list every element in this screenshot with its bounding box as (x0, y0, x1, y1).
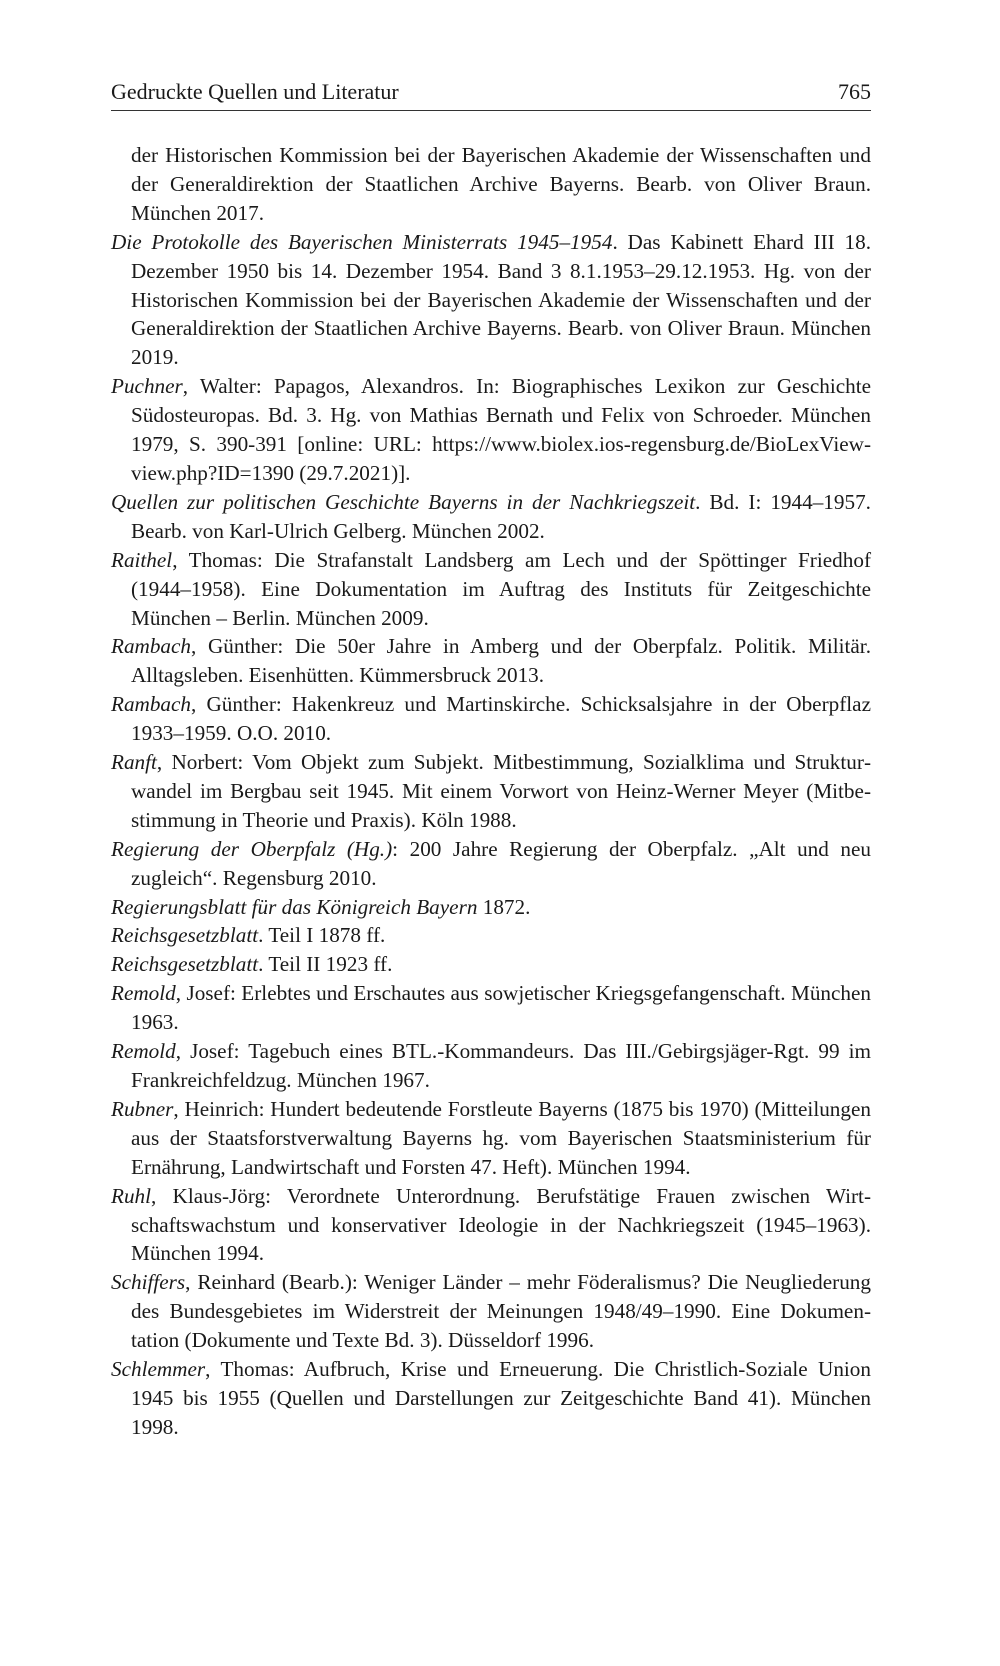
entry-lead: Regierung der Oberpfalz (Hg.) (111, 836, 393, 861)
entry-lead: Reichsgesetzblatt (111, 952, 259, 977)
entry-text: : 200 Jahre Regierung der Oberpfalz. „Alt und neu zugleich“. Regensburg 2010. (131, 836, 871, 890)
entry-lead: Rambach (111, 634, 192, 659)
section-title: Gedruckte Quellen und Literatur (111, 79, 399, 104)
bibliography-entry (111, 835, 871, 893)
bibliography-entry (111, 632, 871, 690)
entry-lead: Ranft (111, 750, 157, 775)
entry-text: , Günther: Hakenkreuz und Martinskirche. Schicksalsjahre in der Oberpflaz 1933–1959. O.O. 2010. (131, 692, 871, 746)
entry-lead: Regierungsblatt für das Königreich Bayern (111, 894, 478, 919)
bibliography-entry (111, 228, 871, 373)
bibliography-entry (111, 546, 871, 633)
bibliography-entry (111, 372, 871, 488)
bibliography-entry (111, 141, 871, 228)
entry-text: . Bd. I: 1944–1957. Bearb. von Karl-Ulrich Gelberg. München 2002. (131, 489, 871, 543)
bibliography-entry (111, 1037, 871, 1095)
entry-lead: Reichsgesetzblatt (111, 923, 259, 948)
entry-text: 1872. (477, 894, 531, 919)
bibliography-entry (111, 690, 871, 748)
entry-text: , Walter: Papagos, Alexandros. In: Biographisches Lexikon zur Geschichte Südosteuropas. Bd. 3. Hg. von Mathias Bernath und Felix von Schroeder. München 1979, S. 390-391 [online: URL: https://www.biolex.ios-regensburg.de/BioLexViewview.php?ID=1390 (29.7.2021)]. (131, 374, 871, 485)
entry-lead: Rubner (111, 1096, 174, 1121)
bibliography-entry (111, 979, 871, 1037)
entry-text: . Das Kabinett Ehard III 18. Dezember 1950 bis 14. Dezember 1954. Band 3 8.1.1953–29.12.1953. Hg. von der Historischen Kommission bei der Bayerischen Akademie der Wissenschaften und der Generaldirektion der Staatlichen Archive Bayerns. Bearb. von Oliver Braun. München 2019. (131, 229, 871, 370)
entry-text: der Historischen Kommission bei der Bayerischen Akademie der Wissenschaften und der Generaldirektion der Staatlichen Archive Bayerns. Bearb. von Oliver Braun. München 2017. (131, 143, 871, 225)
entry-lead: Remold (111, 981, 176, 1006)
entry-lead: Schlemmer (111, 1357, 206, 1382)
bibliography-entry (111, 950, 871, 979)
bibliography-entry (111, 488, 871, 546)
entry-lead: Puchner (111, 374, 183, 399)
bibliography-entry (111, 893, 871, 922)
entry-lead: Schiffers (111, 1270, 186, 1295)
entry-text: , Josef: Tagebuch eines BTL.-Kommandeurs. Das III./Gebirgsjäger-Rgt. 99 im Frankreichfeldzug. München 1967. (131, 1039, 871, 1092)
entry-text: , Günther: Die 50er Jahre in Amberg und der Oberpfalz. Politik. Militär. Alltagsleben. Eisenhütten. Kümmersbruck 2013. (131, 634, 871, 688)
entry-text: , Josef: Erlebtes und Erschautes aus sowjetischer Kriegsgefangenschaft. München 1963. (131, 981, 871, 1035)
bibliography-entry (111, 1182, 871, 1269)
entry-text: , Norbert: Vom Objekt zum Subjekt. Mitbestimmung, Sozialklima und Strukturwandel im Bergbau seit 1945. Mit einem Vorwort von Heinz-Werner Meyer (Mitbestimmung in Theorie und Praxis). Köln 1988. (131, 750, 871, 832)
bibliography-entry (111, 1268, 871, 1355)
entry-text: , Thomas: Die Strafanstalt Landsberg am Lech und der Spöttinger Friedhof (1944–1958). Eine Dokumentation im Auftrag des Instituts für Zeitgeschichte München – Berlin. München 2009. (131, 547, 871, 630)
entry-text: , Klaus-Jörg: Verordnete Unterordnung. Berufstätige Frauen zwischen Wirtschaftswachstum und konservativer Ideologie in der Nachkriegszeit (1945–1963). München 1994. (131, 1183, 871, 1266)
bibliography-entry (111, 1095, 871, 1182)
book-page (111, 78, 871, 1442)
entry-text: . Teil I 1878 ff. (258, 923, 386, 948)
entry-lead: Quellen zur politischen Geschichte Bayerns in der Nachkriegszeit (111, 489, 696, 514)
entry-text: . Teil II 1923 ff. (258, 952, 393, 977)
bibliography-entry (111, 748, 871, 835)
entry-lead: Rambach (111, 692, 192, 717)
bibliography-list (111, 141, 871, 1442)
entry-lead: Die Protokolle des Bayerischen Ministerrats 1945–1954 (111, 229, 613, 254)
entry-text: , Heinrich: Hundert bedeutende Forstleute Bayerns (1875 bis 1970) (Mitteilungen aus der Staatsforstverwaltung Bayerns hg. vom Bayerischen Staatsministerium für Ernährung, Landwirtschaft und Forsten 47. Heft). München 1994. (131, 1096, 871, 1179)
entry-lead: Raithel (111, 547, 173, 572)
entry-text: , Reinhard (Bearb.): Weniger Länder – mehr Föderalismus? Die Neugliederung des Bundesgebietes im Widerstreit der Meinungen 1948/49–1990. Eine Dokumentation (Dokumente und Texte Bd. 3). Düsseldorf 1996. (131, 1270, 871, 1353)
entry-text: , Thomas: Aufbruch, Krise und Erneuerung. Die Christlich-Soziale Union 1945 bis 1955 (Quellen und Darstellungen zur Zeitgeschichte Band 41). München 1998. (131, 1357, 871, 1439)
running-header (111, 78, 871, 111)
entry-lead: Remold (111, 1039, 176, 1064)
entry-lead: Ruhl (111, 1183, 152, 1208)
page-number: 765 (838, 79, 871, 104)
bibliography-entry (111, 1355, 871, 1442)
bibliography-entry (111, 921, 871, 950)
